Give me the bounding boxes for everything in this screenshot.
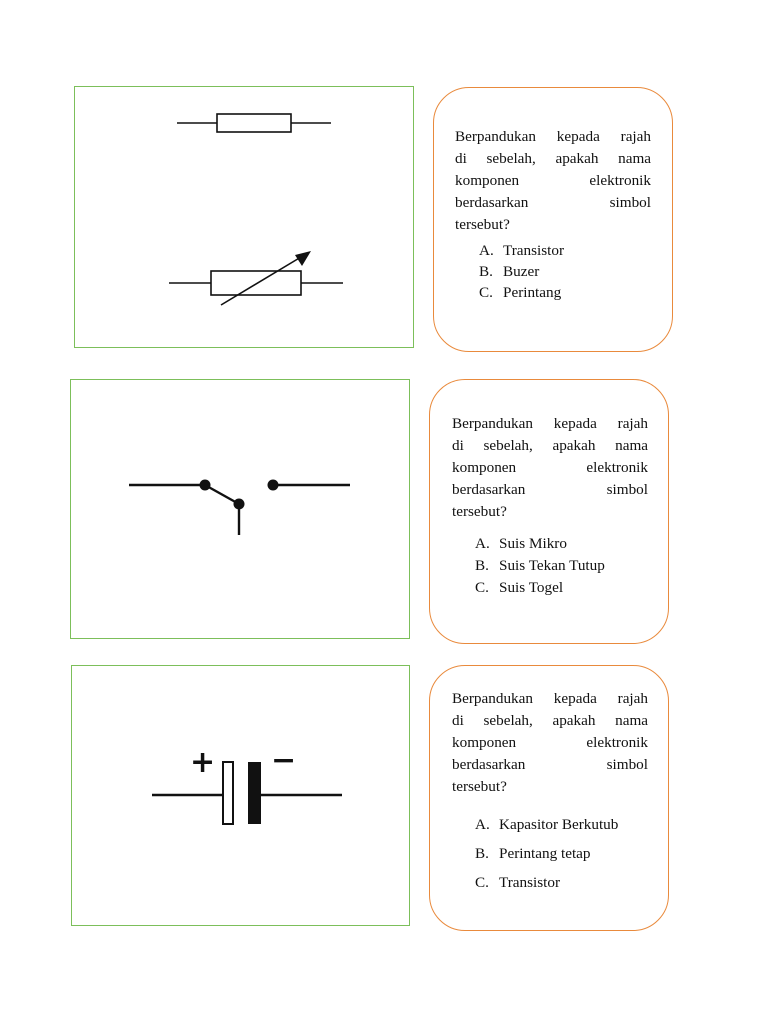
question-card-1 xyxy=(433,87,673,352)
prompt-line: komponen elektronik xyxy=(452,734,648,751)
option-b[interactable] xyxy=(475,555,605,577)
option-text: Suis Tekan Tutup xyxy=(499,557,605,574)
option-letter: C. xyxy=(475,874,489,891)
option-a[interactable] xyxy=(479,240,564,261)
prompt-line: di sebelah, apakah nama xyxy=(452,712,648,729)
terminal-dot xyxy=(200,480,211,491)
option-a[interactable] xyxy=(475,810,618,839)
switch-symbol xyxy=(129,485,350,535)
option-letter: A. xyxy=(479,242,494,259)
answer-options xyxy=(475,533,605,599)
variable-resistor-symbol xyxy=(169,257,343,305)
option-c[interactable] xyxy=(475,577,605,599)
option-text: Buzer xyxy=(503,263,540,280)
option-text: Suis Mikro xyxy=(499,535,567,552)
polarized-capacitor-diagram xyxy=(72,666,411,927)
question-prompt xyxy=(455,126,651,236)
variable-resistor-diagram xyxy=(75,87,415,349)
option-c[interactable] xyxy=(475,868,618,897)
prompt-line: Berpandukan kepada rajah xyxy=(455,128,651,145)
option-letter: B. xyxy=(475,845,489,862)
option-b[interactable] xyxy=(479,261,564,282)
option-a[interactable] xyxy=(475,533,605,555)
option-letter: C. xyxy=(475,579,489,596)
symbol-box-3 xyxy=(71,665,410,926)
option-b[interactable] xyxy=(475,839,618,868)
prompt-line: komponen elektronik xyxy=(452,459,648,476)
terminal-dot xyxy=(234,499,245,510)
prompt-line: komponen elektronik xyxy=(455,172,651,189)
option-text: Transistor xyxy=(503,242,565,259)
prompt-line: tersebut? xyxy=(455,216,510,233)
prompt-line: di sebelah, apakah nama xyxy=(455,150,651,167)
option-letter: A. xyxy=(475,535,490,552)
answer-options xyxy=(479,240,564,303)
minus-label: − xyxy=(271,743,297,778)
prompt-line: berdasarkan simbol xyxy=(452,756,648,773)
symbol-box-1 xyxy=(74,86,414,348)
question-card-3 xyxy=(429,665,669,931)
prompt-line: tersebut? xyxy=(452,503,507,520)
terminal-dot xyxy=(268,480,279,491)
option-text: Perintang tetap xyxy=(499,845,591,862)
arrow-head-icon xyxy=(295,251,311,266)
prompt-line: berdasarkan simbol xyxy=(455,194,651,211)
question-prompt xyxy=(452,413,648,523)
option-letter: B. xyxy=(479,263,493,280)
question-prompt xyxy=(452,688,648,798)
plus-label: + xyxy=(190,745,216,780)
fixed-resistor-symbol xyxy=(177,114,331,132)
prompt-line: Berpandukan kepada rajah xyxy=(452,690,648,707)
option-text: Suis Togel xyxy=(499,579,564,596)
prompt-line: di sebelah, apakah nama xyxy=(452,437,648,454)
answer-options xyxy=(475,810,618,897)
option-text: Transistor xyxy=(499,874,561,891)
toggle-switch-diagram xyxy=(71,380,411,640)
capacitor-plate-filled xyxy=(248,762,261,824)
option-letter: C. xyxy=(479,284,493,301)
option-text: Perintang xyxy=(503,284,562,301)
prompt-line: tersebut? xyxy=(452,778,507,795)
prompt-line: Berpandukan kepada rajah xyxy=(452,415,648,432)
capacitor-symbol xyxy=(152,762,342,824)
prompt-line: berdasarkan simbol xyxy=(452,481,648,498)
option-text: Kapasitor Berkutub xyxy=(499,816,619,833)
option-letter: B. xyxy=(475,557,489,574)
symbol-box-2 xyxy=(70,379,410,639)
option-c[interactable] xyxy=(479,282,564,303)
option-letter: A. xyxy=(475,816,490,833)
question-card-2 xyxy=(429,379,669,644)
